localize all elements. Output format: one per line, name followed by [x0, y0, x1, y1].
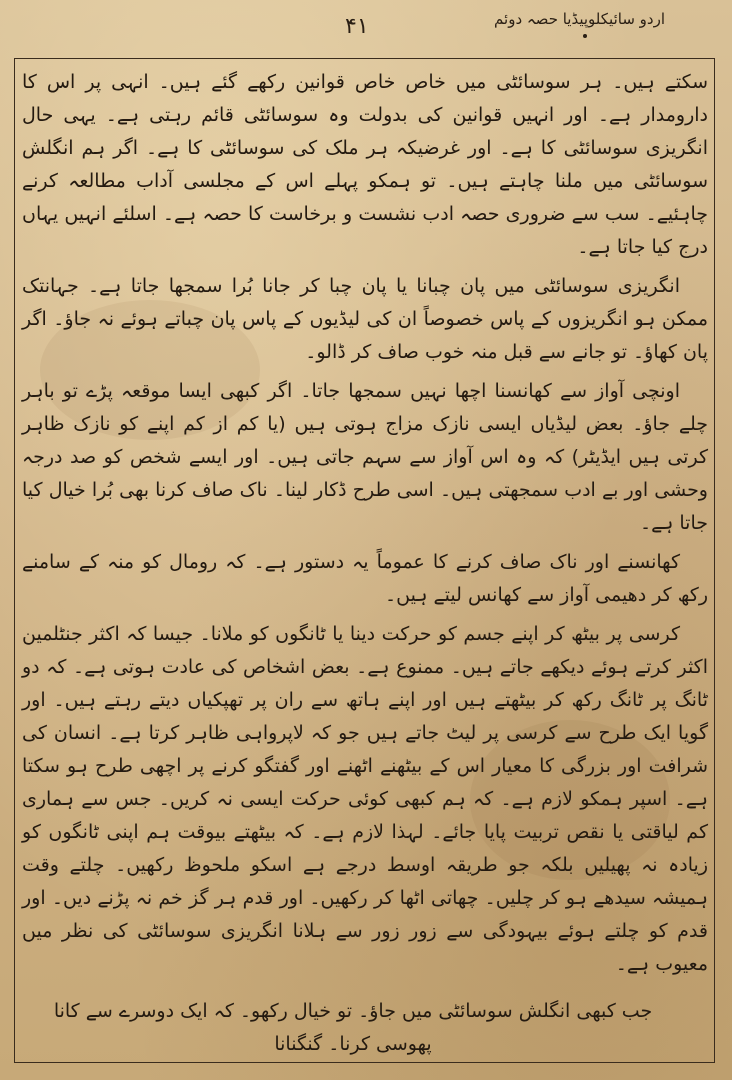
page-number: ۴۱	[345, 14, 369, 39]
running-title: اردو سائیکلوپیڈیا حصہ دوئم	[494, 10, 665, 28]
paragraph-coughing: اونچی آواز سے کھانسنا اچھا نہیں سمجھا جاتا۔ اگر کبھی ایسا موقعہ پڑے تو باہر چلے جاؤ۔ بعض لیڈیاں ایسی نازک مزاج ہوتی ہیں (یا کم از کم اپنے کو نازک ظاہر کرتی ہیں ایڈیٹر) کہ وہ اس آواز سے سہم جاتی ہیں۔ اور ایسے شخص کو صد درجہ وحشی اور بے ادب سمجھتی ہیں۔ اسی طرح ڈکار لینا۔ ناک صاف کرنا بھی بُرا خیال کیا جاتا ہے۔	[22, 380, 708, 534]
paragraph-pan: انگریزی سوسائٹی میں پان چبانا یا پان چبا کر جانا بُرا سمجھا جاتا ہے۔ جہانتک ممکن ہو انگریزوں کے پاس خصوصاً ان کی لیڈیوں کے پاس پان چباتے ہوئے نہ جاؤ۔ اگر پان کھاؤ۔ تو جانے سے قبل منہ خوب صاف کر ڈالو۔	[22, 275, 708, 363]
paragraph-handkerchief: کھانسنے اور ناک صاف کرنے کا عموماً یہ دستور ہے۔ کہ رومال کو منہ کے سامنے رکھ کر دھیمی آواز سے کھانس لیتے ہیں۔	[22, 551, 708, 606]
article-body	[20, 66, 710, 987]
closing-line: جب کبھی انگلش سوسائٹی میں جاؤ۔ تو خیال رکھو۔ کہ ایک دوسرے سے کانا پھوسی کرنا۔ گنگنانا	[53, 1000, 653, 1055]
page-header	[20, 4, 710, 50]
paragraph-intro: سکتے ہیں۔ ہر سوسائٹی میں خاص خاص قوانین رکھے گئے ہیں۔ انہی پر اس کا دارومدار ہے۔ اور انہیں قوانین کی بدولت وہ سوسائٹی قائم رہتی ہے۔ یہی حال انگریزی سوسائٹی کا ہے۔ اور غرضیکہ ہر ملک کی سوسائٹی کا ہے۔ اگر ہم انگلش سوسائٹی میں ملنا چاہتے ہیں۔ تو ہمکو پہلے اس کے مجلسی آداب مطالعہ کرنے چاہئیے۔ سب سے ضروری حصہ ادب نشست و برخاست کا حصہ ہے۔ اسلئے انہیں یہاں درج کیا جاتا ہے۔	[22, 71, 708, 258]
ink-dot	[583, 34, 587, 38]
paragraph-posture: کرسی پر بیٹھ کر اپنے جسم کو حرکت دینا یا ٹانگوں کو ملانا۔ جیسا کہ اکثر جنٹلمین اکثر کرتے ہوئے دیکھے جاتے ہیں۔ ممنوع ہے۔ بعض اشخاص کی عادت ہوتی ہے۔ کہ دو ٹانگ پر ٹانگ رکھ کر بیٹھتے ہیں اور اپنے ہاتھ سے ران پر تھپکیاں دیتے رہتے ہیں۔ اور گویا ایک طرح سے کرسی پر لیٹ جاتے ہیں جو کہ لاپرواہی ظاہر کرتا ہے۔ انسان کی شرافت اور بزرگی کا معیار اس کے بیٹھنے اٹھنے اور گفتگو کرنے پر اچھی طرح ہو سکتا ہے۔ اسپر ہمکو لازم ہے۔ کہ ہم کبھی کوئی حرکت ایسی نہ کریں۔ جس سے ہماری کم لیاقتی یا نقص تربیت پایا جائے۔ لہذا لازم ہے۔ کہ بیٹھتے بیوقت ہم اپنی ٹانگوں کو زیادہ نہ پھیلیں بلکہ جو طریقہ اوسط درجے ہے اسکو ملحوظ رکھیں۔ چلتے وقت ہمیشہ سیدھے ہو کر چلیں۔ چھاتی اٹھا کر رکھیں۔ اور قدم ہر گز خم نہ پڑنے دیں۔ اور قدم کو چلتے ہوئے بیہودگی سے زور زور سے ہلانا انگریزی سوسائٹی کی نظر میں معیوب ہے۔	[22, 623, 708, 975]
